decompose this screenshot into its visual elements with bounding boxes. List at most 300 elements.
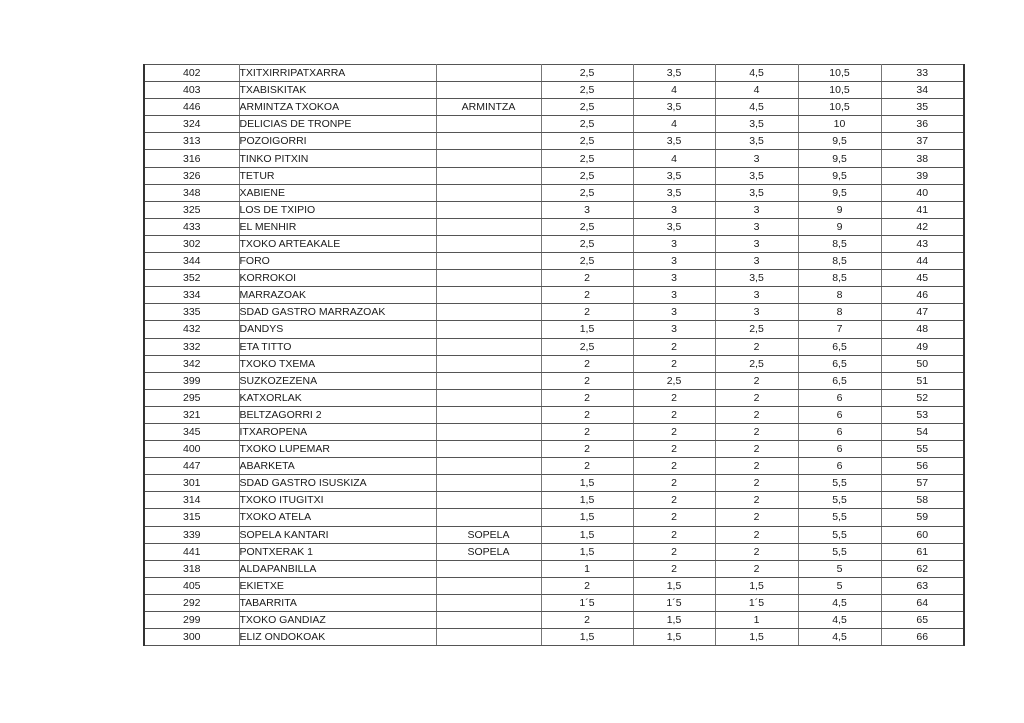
score-1-cell: 1 [541,560,633,577]
table-row [144,389,964,406]
total-score-cell: 9,5 [798,150,881,167]
position-cell: 59 [881,509,964,526]
score-1-cell: 2 [541,612,633,629]
score-2-cell: 3,5 [633,218,715,235]
score-3-cell: 2 [715,526,798,543]
score-2-cell: 1,5 [633,612,715,629]
position-cell: 55 [881,441,964,458]
entry-name-cell: KATXORLAK [239,389,436,406]
table-row [144,629,964,646]
entry-id-cell: 295 [144,389,239,406]
score-1-cell: 1,5 [541,629,633,646]
score-1-cell: 2,5 [541,235,633,252]
table-row [144,184,964,201]
table-row [144,526,964,543]
total-score-cell: 5 [798,577,881,594]
town-cell: SOPELA [436,543,541,560]
score-3-cell: 2,5 [715,321,798,338]
position-cell: 49 [881,338,964,355]
entry-name-cell: POZOIGORRI [239,133,436,150]
entry-name-cell: TXOKO ATELA [239,509,436,526]
table-row [144,355,964,372]
score-2-cell: 2 [633,509,715,526]
score-3-cell: 2 [715,441,798,458]
score-3-cell: 3,5 [715,270,798,287]
results-table-body [144,65,964,646]
score-1-cell: 2,5 [541,82,633,99]
table-row [144,201,964,218]
entry-name-cell: TXOKO GANDIAZ [239,612,436,629]
score-3-cell: 1,5 [715,577,798,594]
score-3-cell: 2 [715,423,798,440]
entry-name-cell: TXOKO LUPEMAR [239,441,436,458]
position-cell: 36 [881,116,964,133]
position-cell: 57 [881,475,964,492]
town-cell [436,65,541,82]
entry-id-cell: 339 [144,526,239,543]
position-cell: 41 [881,201,964,218]
score-2-cell: 2 [633,406,715,423]
score-2-cell: 4 [633,150,715,167]
score-3-cell: 3,5 [715,133,798,150]
table-row [144,253,964,270]
position-cell: 65 [881,612,964,629]
town-cell [436,389,541,406]
score-1-cell: 1,5 [541,475,633,492]
position-cell: 34 [881,82,964,99]
entry-id-cell: 403 [144,82,239,99]
score-1-cell: 1´5 [541,594,633,611]
score-3-cell: 3 [715,201,798,218]
town-cell [436,184,541,201]
total-score-cell: 8,5 [798,235,881,252]
position-cell: 54 [881,423,964,440]
total-score-cell: 4,5 [798,612,881,629]
total-score-cell: 6 [798,423,881,440]
score-3-cell: 4,5 [715,65,798,82]
position-cell: 63 [881,577,964,594]
table-row [144,82,964,99]
table-row [144,560,964,577]
entry-id-cell: 316 [144,150,239,167]
entry-id-cell: 433 [144,218,239,235]
score-3-cell: 3,5 [715,116,798,133]
total-score-cell: 9,5 [798,133,881,150]
score-3-cell: 1´5 [715,594,798,611]
entry-id-cell: 334 [144,287,239,304]
position-cell: 51 [881,372,964,389]
table-row [144,612,964,629]
entry-name-cell: LOS DE TXIPIO [239,201,436,218]
total-score-cell: 10,5 [798,82,881,99]
total-score-cell: 10,5 [798,99,881,116]
town-cell [436,150,541,167]
table-row [144,441,964,458]
score-2-cell: 2 [633,338,715,355]
town-cell [436,372,541,389]
score-2-cell: 3 [633,287,715,304]
town-cell [436,441,541,458]
entry-id-cell: 399 [144,372,239,389]
score-3-cell: 2 [715,406,798,423]
table-row [144,65,964,82]
score-2-cell: 3,5 [633,167,715,184]
entry-name-cell: PONTXERAK 1 [239,543,436,560]
score-1-cell: 2 [541,441,633,458]
score-3-cell: 4 [715,82,798,99]
entry-id-cell: 348 [144,184,239,201]
total-score-cell: 6,5 [798,372,881,389]
score-1-cell: 2 [541,270,633,287]
entry-id-cell: 302 [144,235,239,252]
table-row [144,509,964,526]
position-cell: 40 [881,184,964,201]
score-1-cell: 2 [541,406,633,423]
total-score-cell: 8 [798,304,881,321]
position-cell: 66 [881,629,964,646]
entry-id-cell: 345 [144,423,239,440]
results-table [143,64,965,646]
score-2-cell: 2 [633,389,715,406]
total-score-cell: 5 [798,560,881,577]
table-row [144,423,964,440]
table-row [144,458,964,475]
entry-id-cell: 342 [144,355,239,372]
table-row [144,150,964,167]
entry-name-cell: EL MENHIR [239,218,436,235]
entry-name-cell: XABIENE [239,184,436,201]
position-cell: 37 [881,133,964,150]
town-cell [436,133,541,150]
entry-name-cell: ARMINTZA TXOKOA [239,99,436,116]
position-cell: 50 [881,355,964,372]
total-score-cell: 6 [798,389,881,406]
entry-name-cell: ETA TITTO [239,338,436,355]
town-cell [436,218,541,235]
score-3-cell: 2 [715,338,798,355]
town-cell [436,475,541,492]
entry-name-cell: SDAD GASTRO MARRAZOAK [239,304,436,321]
position-cell: 56 [881,458,964,475]
entry-name-cell: ABARKETA [239,458,436,475]
entry-name-cell: EKIETXE [239,577,436,594]
score-2-cell: 2 [633,458,715,475]
position-cell: 33 [881,65,964,82]
score-3-cell: 1 [715,612,798,629]
score-3-cell: 2 [715,560,798,577]
position-cell: 43 [881,235,964,252]
town-cell [436,167,541,184]
total-score-cell: 10 [798,116,881,133]
score-1-cell: 2 [541,304,633,321]
table-row [144,406,964,423]
score-1-cell: 2,5 [541,338,633,355]
total-score-cell: 9,5 [798,167,881,184]
entry-name-cell: FORO [239,253,436,270]
total-score-cell: 5,5 [798,543,881,560]
score-2-cell: 2 [633,475,715,492]
score-2-cell: 2 [633,560,715,577]
position-cell: 44 [881,253,964,270]
town-cell [436,492,541,509]
score-3-cell: 2 [715,389,798,406]
entry-name-cell: ALDAPANBILLA [239,560,436,577]
town-cell [436,270,541,287]
town-cell [436,82,541,99]
position-cell: 42 [881,218,964,235]
score-2-cell: 2 [633,441,715,458]
position-cell: 58 [881,492,964,509]
position-cell: 38 [881,150,964,167]
entry-id-cell: 325 [144,201,239,218]
score-1-cell: 2 [541,389,633,406]
total-score-cell: 5,5 [798,526,881,543]
position-cell: 46 [881,287,964,304]
position-cell: 35 [881,99,964,116]
score-1-cell: 2,5 [541,184,633,201]
score-1-cell: 2,5 [541,99,633,116]
total-score-cell: 6 [798,406,881,423]
entry-name-cell: TXITXIRRIPATXARRA [239,65,436,82]
position-cell: 47 [881,304,964,321]
score-2-cell: 3 [633,235,715,252]
total-score-cell: 5,5 [798,492,881,509]
table-row [144,287,964,304]
entry-id-cell: 314 [144,492,239,509]
total-score-cell: 6,5 [798,355,881,372]
score-3-cell: 4,5 [715,99,798,116]
town-cell: SOPELA [436,526,541,543]
entry-id-cell: 332 [144,338,239,355]
town-cell [436,116,541,133]
score-2-cell: 2 [633,526,715,543]
score-3-cell: 3 [715,253,798,270]
score-3-cell: 3 [715,287,798,304]
score-3-cell: 2,5 [715,355,798,372]
town-cell [436,458,541,475]
score-2-cell: 2 [633,543,715,560]
score-1-cell: 1,5 [541,492,633,509]
entry-name-cell: TXOKO ARTEAKALE [239,235,436,252]
total-score-cell: 6 [798,458,881,475]
entry-name-cell: SDAD GASTRO ISUSKIZA [239,475,436,492]
score-1-cell: 1,5 [541,509,633,526]
entry-name-cell: ITXAROPENA [239,423,436,440]
position-cell: 53 [881,406,964,423]
table-row [144,321,964,338]
entry-id-cell: 321 [144,406,239,423]
total-score-cell: 6 [798,441,881,458]
entry-id-cell: 402 [144,65,239,82]
score-3-cell: 1,5 [715,629,798,646]
total-score-cell: 7 [798,321,881,338]
entry-id-cell: 301 [144,475,239,492]
score-1-cell: 2,5 [541,65,633,82]
town-cell [436,304,541,321]
score-3-cell: 3 [715,235,798,252]
table-row [144,372,964,389]
score-2-cell: 3 [633,321,715,338]
table-row [144,543,964,560]
position-cell: 64 [881,594,964,611]
position-cell: 48 [881,321,964,338]
entry-name-cell: TETUR [239,167,436,184]
position-cell: 62 [881,560,964,577]
score-1-cell: 2,5 [541,167,633,184]
score-1-cell: 2 [541,355,633,372]
entry-id-cell: 352 [144,270,239,287]
town-cell [436,253,541,270]
score-2-cell: 3 [633,201,715,218]
score-2-cell: 1,5 [633,629,715,646]
score-3-cell: 3,5 [715,167,798,184]
town-cell [436,287,541,304]
score-2-cell: 3 [633,253,715,270]
entry-id-cell: 313 [144,133,239,150]
score-1-cell: 2 [541,458,633,475]
score-1-cell: 3 [541,201,633,218]
score-1-cell: 1,5 [541,543,633,560]
town-cell [436,338,541,355]
entry-id-cell: 446 [144,99,239,116]
score-2-cell: 2 [633,492,715,509]
total-score-cell: 8 [798,287,881,304]
score-2-cell: 3,5 [633,184,715,201]
table-row [144,475,964,492]
entry-name-cell: DANDYS [239,321,436,338]
score-2-cell: 4 [633,116,715,133]
score-2-cell: 3 [633,270,715,287]
town-cell [436,423,541,440]
town-cell [436,406,541,423]
entry-id-cell: 447 [144,458,239,475]
entry-id-cell: 405 [144,577,239,594]
entry-id-cell: 432 [144,321,239,338]
town-cell [436,201,541,218]
town-cell [436,509,541,526]
score-1-cell: 2 [541,577,633,594]
score-1-cell: 2 [541,423,633,440]
entry-name-cell: BELTZAGORRI 2 [239,406,436,423]
entry-id-cell: 335 [144,304,239,321]
entry-name-cell: TXOKO ITUGITXI [239,492,436,509]
position-cell: 45 [881,270,964,287]
score-3-cell: 3,5 [715,184,798,201]
score-2-cell: 1,5 [633,577,715,594]
total-score-cell: 5,5 [798,509,881,526]
score-3-cell: 3 [715,150,798,167]
score-1-cell: 1,5 [541,321,633,338]
entry-name-cell: DELICIAS DE TRONPE [239,116,436,133]
entry-id-cell: 344 [144,253,239,270]
total-score-cell: 9,5 [798,184,881,201]
total-score-cell: 4,5 [798,594,881,611]
score-2-cell: 3,5 [633,99,715,116]
score-3-cell: 2 [715,475,798,492]
total-score-cell: 6,5 [798,338,881,355]
entry-id-cell: 318 [144,560,239,577]
score-2-cell: 2 [633,355,715,372]
position-cell: 39 [881,167,964,184]
table-row [144,492,964,509]
score-2-cell: 3,5 [633,65,715,82]
town-cell [436,612,541,629]
table-row [144,577,964,594]
table-row [144,235,964,252]
score-2-cell: 4 [633,82,715,99]
table-row [144,594,964,611]
entry-name-cell: TINKO PITXIN [239,150,436,167]
score-2-cell: 3 [633,304,715,321]
score-1-cell: 2 [541,372,633,389]
entry-id-cell: 441 [144,543,239,560]
score-3-cell: 3 [715,304,798,321]
entry-name-cell: TABARRITA [239,594,436,611]
score-1-cell: 2,5 [541,218,633,235]
entry-name-cell: ELIZ ONDOKOAK [239,629,436,646]
entry-id-cell: 315 [144,509,239,526]
total-score-cell: 8,5 [798,253,881,270]
total-score-cell: 10,5 [798,65,881,82]
entry-name-cell: SUZKOZEZENA [239,372,436,389]
position-cell: 60 [881,526,964,543]
position-cell: 61 [881,543,964,560]
table-row [144,304,964,321]
score-3-cell: 3 [715,218,798,235]
town-cell [436,560,541,577]
score-3-cell: 2 [715,543,798,560]
total-score-cell: 4,5 [798,629,881,646]
town-cell [436,355,541,372]
entry-id-cell: 300 [144,629,239,646]
entry-id-cell: 324 [144,116,239,133]
table-row [144,99,964,116]
entry-name-cell: TXOKO TXEMA [239,355,436,372]
entry-name-cell: SOPELA KANTARI [239,526,436,543]
entry-id-cell: 400 [144,441,239,458]
score-1-cell: 2 [541,287,633,304]
table-row [144,133,964,150]
score-3-cell: 2 [715,492,798,509]
table-row [144,218,964,235]
total-score-cell: 9 [798,218,881,235]
score-3-cell: 2 [715,458,798,475]
town-cell [436,235,541,252]
table-row [144,116,964,133]
score-2-cell: 3,5 [633,133,715,150]
total-score-cell: 8,5 [798,270,881,287]
town-cell [436,577,541,594]
position-cell: 52 [881,389,964,406]
entry-name-cell: KORROKOI [239,270,436,287]
town-cell [436,594,541,611]
entry-name-cell: MARRAZOAK [239,287,436,304]
score-2-cell: 1´5 [633,594,715,611]
table-row [144,338,964,355]
score-1-cell: 1,5 [541,526,633,543]
score-1-cell: 2,5 [541,150,633,167]
score-2-cell: 2,5 [633,372,715,389]
entry-id-cell: 299 [144,612,239,629]
entry-name-cell: TXABISKITAK [239,82,436,99]
table-row [144,167,964,184]
town-cell: ARMINTZA [436,99,541,116]
entry-id-cell: 326 [144,167,239,184]
score-1-cell: 2,5 [541,116,633,133]
table-row [144,270,964,287]
total-score-cell: 5,5 [798,475,881,492]
entry-id-cell: 292 [144,594,239,611]
